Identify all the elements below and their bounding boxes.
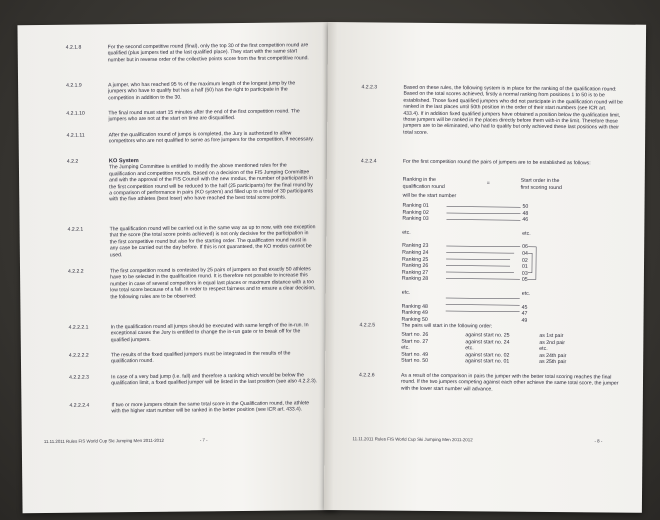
rule-number: 4.2.2.3 (361, 84, 378, 91)
rule-entry (69, 400, 317, 415)
rule-entry (68, 266, 316, 300)
rule-entry (66, 130, 315, 145)
rule-text: If two or more jumpers obtain the same total score in the Qualification round, the athlete with the higher start number will be ranked in the better position (see ICR art. 433.4). (111, 400, 310, 415)
start-number: 05 (521, 277, 528, 284)
pair-start: Start no. 49 (401, 351, 429, 358)
table-header-right (521, 178, 562, 192)
ranking-entry: Ranking 03 (402, 215, 429, 223)
rule-body (109, 156, 315, 203)
equals-sign: = (486, 180, 490, 187)
rule-entry (66, 42, 314, 77)
rule-text: Based on these rules, the following system is in place for the ranking of the qualification round: Based on the total scores achieved, firstly a normal ranking from positions 1 to 50 is to be established. Those fixed qualified jumpers who did not participate in the qualification round will be ranked in the last places until 50th position in the order of their start numbers (see ICR art. 433.4). If in addition fixed qualified jumpers have obtained a position below the qualification limit, those jumpers will be ranked in the places directly before them with-in the limit. Therefore those jumpers are to be eliminated, who had to qualify but only achieved these last positions with their total score. (403, 84, 623, 136)
pair-opponent: against start no. 25 (465, 332, 510, 339)
ranking-entry: Ranking 48 (401, 303, 428, 310)
pair-opponent: etc. (465, 345, 474, 352)
start-number: 49 (521, 317, 528, 324)
start-number: etc. (522, 230, 531, 237)
rule-text: As a result of the comparison in pairs the jumper with the better total scoring reaches the final round. If the two jumpers competing against each other achieve the same total score, the jumper with the lower start number will advance. (400, 372, 619, 393)
page-footer: 11.11.2011 Rules FIS World Cup Ski Jumping Men 2011-2012 (352, 436, 473, 443)
start-number: etc. (521, 290, 531, 297)
header-text: Ranking in the (402, 176, 436, 183)
ranking-entry: Ranking 01 (402, 202, 429, 209)
pair-order: as 25th pair (539, 359, 567, 366)
rule-text: For the first competition round the pairs of jumpers are to be established as follows: (402, 158, 591, 167)
page-number: - 8 - (594, 438, 603, 444)
start-number: 50 (522, 203, 529, 210)
rule-number: 4.2.2.2.3 (69, 374, 90, 381)
rule-number: 4.2.2.2 (68, 268, 84, 275)
rule-text: The Jumping Committee is entitled to modify the above mentioned rules for the qualification and competition rounds. Based on a decision of the FIS Jumping Committee and with the approval of the FIS Council with the new modus, the number of participants in the first competition round will be reduced to the half (25 participants) for the final round by a comparison of performance in pairs (KO system) and filled up to a total of 30 participants with the five athletes (best loser) who have reached the best total score points. (108, 162, 314, 203)
left-page (17, 22, 336, 513)
rule-entry (360, 158, 623, 167)
ranking-entry: Ranking 50 (401, 316, 428, 323)
right-page (324, 22, 646, 513)
start-number: 46 (522, 216, 529, 223)
rule-text: The pairs will start in the following order: (401, 322, 493, 330)
ranking-entry: Ranking 26 (401, 262, 429, 270)
pairs-col-b (465, 332, 509, 365)
rule-text: The first competition round is contested by 25 pairs of jumpers so that exactly 50 athletes have to be selected in the qualification round. It is therefore not possible to increase this number in case of several competitors in equal last places or maximum distance with a too low total score because of a fall. In order to respect fairness and to ensure a clear decision, the following rules are to be observed: (110, 266, 316, 300)
ranking-entry: etc. (401, 289, 411, 296)
header-text: Start order in the (520, 177, 560, 185)
ranking-entry: Ranking 49 (401, 309, 428, 317)
start-number: 03 (521, 270, 528, 277)
ranking-entry: Ranking 28 (401, 276, 429, 283)
rule-entry (69, 372, 318, 387)
rule-entry (361, 84, 624, 136)
pair-start: Start no. 50 (401, 358, 429, 365)
rule-text: For the second competitive round (final), only the top 30 of the first competition round are qualified (plus jumpers tied at the last qualified place). They start with the same start number but in reverse order of the collective points score from the first competitive round. (107, 42, 309, 64)
rule-text: In case of a very bad jump (i.e. fall) and therefore a ranking which would be below the qualification limit, a fixed qualified jumper will be listed in the last position (see also 4.2.2.3). (111, 372, 318, 387)
pairs-col-c (539, 333, 566, 366)
start-number: 06 (522, 244, 528, 251)
page-number: - 7 - (199, 437, 208, 443)
table-header-left (403, 177, 445, 191)
pair-start: Start no. 27 (401, 338, 429, 345)
will-be-label: will be the start number (402, 192, 457, 200)
rule-number: 4.2.2.1 (67, 226, 84, 233)
start-number: 01 (521, 263, 528, 270)
rule-number: 4.2.2.2.1 (68, 324, 89, 331)
ranking-entry: etc. (402, 229, 411, 236)
rule-number: 4.2.1.8 (65, 44, 82, 51)
rule-number: 4.2.2.2.4 (69, 402, 90, 409)
pairing-bracket-lines (446, 203, 557, 314)
pair-order: etc. (539, 346, 548, 353)
rule-number: 4.2.1.9 (66, 82, 82, 89)
section-heading: KO System (108, 158, 139, 165)
ranking-entry: Ranking 27 (401, 269, 429, 276)
rule-entry (66, 108, 314, 123)
ranking-entry: Ranking 25 (402, 256, 429, 263)
rule-number: 4.2.2.5 (359, 322, 376, 329)
pair-start: etc. (401, 344, 410, 351)
start-number: 04 (522, 250, 528, 257)
rule-text: The results of the fixed qualified jumpers must be integrated in the results of the qualification round. (110, 350, 291, 365)
rule-entry (68, 322, 317, 344)
rule-entry (359, 322, 622, 330)
rule-entry (67, 224, 316, 258)
rule-number: 4.2.1.11 (66, 132, 85, 139)
rule-number: 4.2.2 (66, 158, 79, 165)
start-number: 47 (521, 310, 528, 317)
rule-entry (68, 350, 317, 365)
rule-text: A jumper, who has reached 95 % of the maximum length of the longest jump by the jumpers who have to qualify but has a half (50) has the right to participate in the competition in addition to the 30. (108, 80, 296, 102)
rule-entry (359, 372, 621, 393)
rule-entry (66, 80, 314, 102)
rule-text: After the qualification round of jumps is completed, the Jury is authorized to allow competitors who are not qualified to serve as fore jumpers for the competition, if necessary. (108, 130, 314, 145)
rule-number: 4.2.2.2.2 (68, 352, 89, 359)
pair-order: as 2nd pair (539, 339, 566, 346)
pair-order: as 24th pair (539, 352, 567, 359)
ranking-entry: Ranking 23 (402, 243, 429, 250)
pair-start: Start no. 26 (401, 331, 429, 338)
pair-opponent: against start no. 02 (465, 351, 510, 359)
header-text: first scoring round (520, 184, 562, 191)
rule-text: In the qualification round all jumps should be executed with same length of the in-run. In exceptional cases the Jury is entitled to change the in-run gate or to break off for the qualified jumpers. (110, 322, 309, 344)
start-number: 48 (522, 210, 529, 217)
rule-number: 4.2.1.10 (66, 110, 85, 117)
start-number: 02 (522, 257, 528, 264)
rule-number: 4.2.2.6 (359, 372, 375, 379)
rule-text: The qualification round will be carried out in the same way as up to now, with one exception that the score (the total score points achieved) is not only decisive for the participation in the first competitive round but also for the starting order. The qualification round must in any case be carried out the day before. If this is not guaranteed, the KO modus cannot be used. (109, 224, 316, 258)
start-number: 45 (521, 304, 528, 311)
pair-order: as 1st pair (539, 332, 564, 340)
page-footer: 11.11.2011 Rules FIS World Cup Ski Jumping Men 2011-2012 (43, 437, 165, 445)
ranking-entry: Ranking 02 (402, 209, 429, 216)
rule-number: 4.2.2.4 (360, 158, 377, 165)
rule-entry (66, 156, 315, 203)
header-text: qualification round (402, 183, 445, 190)
pairs-col-a (401, 332, 428, 365)
pair-opponent: against start no. 01 (465, 358, 510, 365)
pair-opponent: against start no. 24 (465, 338, 510, 346)
ranking-entry: Ranking 24 (402, 249, 429, 256)
rule-text: The final round must start 15 minutes after the end of the first competition round. The jumpers who are not at the start on time are disqualified. (108, 108, 300, 123)
